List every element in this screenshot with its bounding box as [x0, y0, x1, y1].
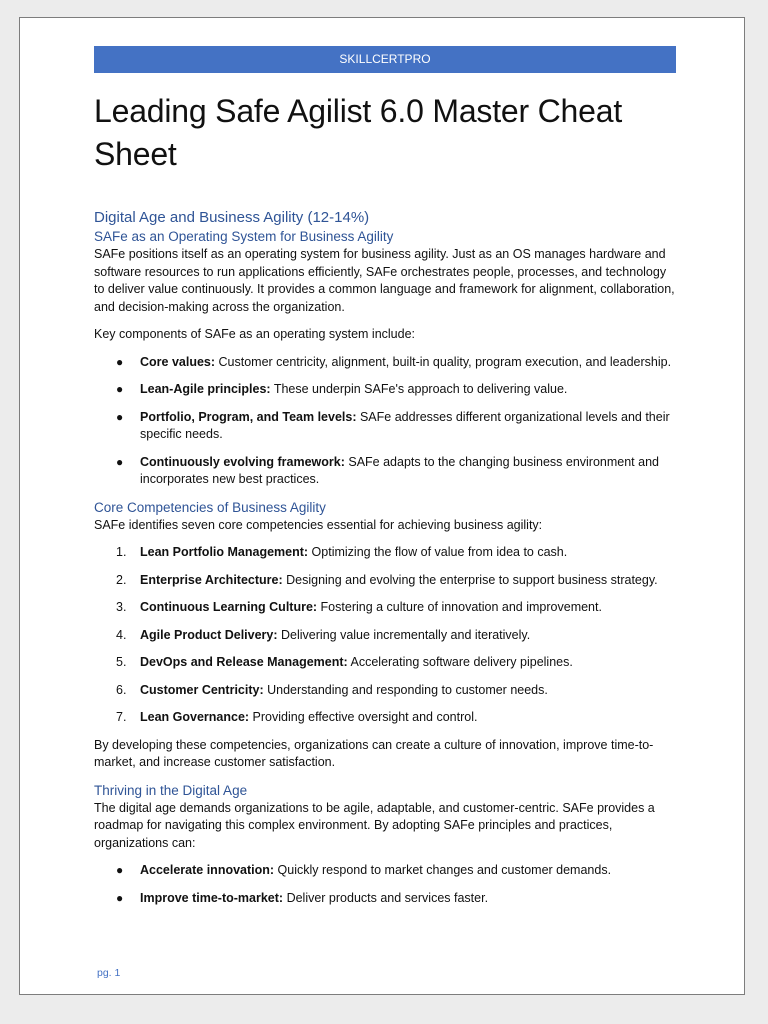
- document-page: [19, 17, 745, 995]
- header-banner: SKILLCERTPRO: [94, 46, 676, 73]
- paragraph-digital-age: The digital age demands organizations to be agile, adaptable, and customer-centric. SAFe provides a roadmap for navigating this complex environment. By adopting SAFe principles and practices, organizations can:: [94, 800, 655, 850]
- list-item-bold: Agile Product Delivery:: [140, 627, 278, 642]
- list-item-bold: DevOps and Release Management:: [140, 655, 348, 669]
- list-number: 5.: [116, 655, 127, 669]
- subsection-heading-digital-age: Thriving in the Digital Age: [94, 782, 248, 798]
- list-number: 1.: [116, 545, 127, 559]
- list-item-text: SAFe addresses different organizational levels and their specific needs.: [140, 409, 670, 441]
- list-item: [116, 544, 678, 562]
- bullet-icon: ●: [116, 409, 124, 424]
- list-item-text: Understanding and responding to customer needs.: [263, 682, 548, 697]
- list-item-bold: Portfolio, Program, and Team levels:: [140, 409, 357, 424]
- list-item-bold: Continuously evolving framework:: [140, 454, 345, 469]
- list-item: [116, 409, 678, 444]
- list-number: 4.: [116, 627, 127, 642]
- list-item: [116, 627, 678, 645]
- bullet-list-digital-age: [94, 862, 678, 907]
- list-item-text: Providing effective oversight and control.: [249, 710, 478, 724]
- list-item: [116, 572, 678, 590]
- list-item-bold: Continuous Learning Culture:: [140, 600, 318, 614]
- list-number: 6.: [116, 682, 127, 697]
- list-number: 7.: [116, 710, 127, 724]
- list-item: [116, 682, 678, 700]
- paragraph-competencies-intro: SAFe identifies seven core competencies essential for achieving business agility:: [94, 517, 543, 532]
- list-item: [116, 890, 678, 908]
- list-item-bold: Customer Centricity:: [140, 682, 264, 697]
- page-title: Leading Safe Agilist 6.0 Master Cheat Sheet: [94, 93, 623, 172]
- list-number: 2.: [116, 572, 127, 587]
- list-item-text: Customer centricity, alignment, built-in quality, program execution, and leadership.: [215, 354, 672, 369]
- bullet-icon: ●: [116, 863, 124, 877]
- list-item-bold: Lean Governance:: [140, 710, 250, 724]
- paragraph-competencies-outro: By developing these competencies, organizations can create a culture of innovation, improve time-to-market, and increase customer satisfaction.: [94, 737, 654, 769]
- list-item-bold: Lean Portfolio Management:: [140, 545, 309, 559]
- list-item: [116, 862, 678, 880]
- list-item-text: Fostering a culture of innovation and improvement.: [317, 600, 602, 614]
- list-item: [116, 654, 678, 672]
- list-item: [116, 709, 678, 727]
- subsection-heading-competencies: Core Competencies of Business Agility: [94, 499, 326, 515]
- list-item-bold: Accelerate innovation:: [140, 863, 275, 877]
- list-item-bold: Core values:: [140, 354, 216, 369]
- list-item: [116, 381, 678, 399]
- list-item-bold: Enterprise Architecture:: [140, 572, 283, 587]
- list-item-text: Delivering value incrementally and iteratively.: [277, 627, 531, 642]
- list-number: 3.: [116, 600, 127, 614]
- list-item-text: Designing and evolving the enterprise to support business strategy.: [282, 572, 658, 587]
- bullet-list-key-components: [94, 354, 678, 489]
- list-item-text: These underpin SAFe's approach to delivering value.: [270, 382, 568, 396]
- list-item-bold: Lean-Agile principles:: [140, 382, 271, 396]
- numbered-list-competencies: [94, 544, 678, 727]
- list-item: [116, 599, 678, 617]
- bullet-icon: ●: [116, 890, 124, 905]
- list-item-text: Accelerating software delivery pipelines.: [347, 655, 573, 669]
- paragraph-key-components: Key components of SAFe as an operating system include:: [94, 327, 416, 341]
- section-heading: Digital Age and Business Agility (12-14%): [94, 209, 370, 226]
- bullet-icon: ●: [116, 454, 124, 469]
- page-number: pg. 1: [97, 967, 121, 979]
- list-item: [116, 454, 678, 489]
- list-item-text: Deliver products and services faster.: [283, 890, 489, 905]
- subsection-heading-os: SAFe as an Operating System for Business Agility: [94, 229, 394, 244]
- list-item-text: Quickly respond to market changes and customer demands.: [274, 863, 612, 877]
- list-item-text: Optimizing the flow of value from idea to cash.: [308, 545, 568, 559]
- list-item: [116, 354, 678, 372]
- bullet-icon: ●: [116, 354, 124, 369]
- list-item-text: SAFe adapts to the changing business environment and incorporates new best practices.: [140, 454, 659, 486]
- bullet-icon: ●: [116, 382, 124, 396]
- document-content: [94, 90, 678, 917]
- paragraph-os-intro: SAFe positions itself as an operating system for business agility. Just as an OS manages hardware and software resources to run applications efficiently, SAFe orchestrates people, processes, and technology to deliver value continuously. It provides a common language and framework for alignment, collaboration, and decision-making across the organization.: [94, 247, 675, 314]
- list-item-bold: Improve time-to-market:: [140, 890, 284, 905]
